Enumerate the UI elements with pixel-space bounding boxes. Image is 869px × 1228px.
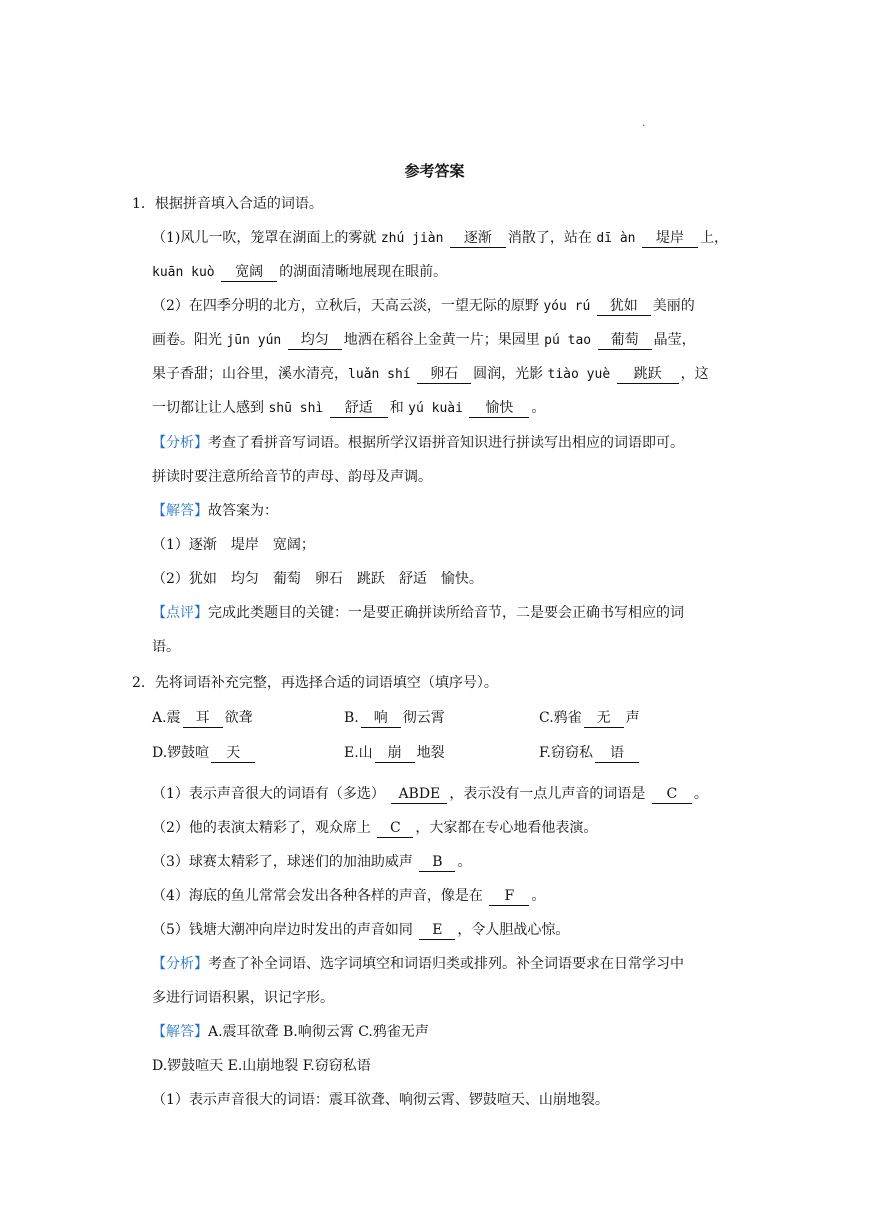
text: 美丽的 bbox=[652, 298, 695, 314]
q1-analysis-cont: 拼读时要注意所给音节的声母、韵母及声调。 bbox=[152, 469, 432, 485]
q2-analysis bbox=[152, 954, 684, 974]
answer-blank: 天 bbox=[211, 745, 255, 763]
sentence-text: ，大家都在专心地看他表演。 bbox=[415, 820, 598, 836]
option-text: F.窃窃私 bbox=[539, 745, 593, 761]
comment-tag: 【点评】 bbox=[152, 605, 208, 621]
answer-blank: 语 bbox=[595, 745, 639, 763]
q1-comment bbox=[152, 603, 684, 623]
text: 消散了，站在 bbox=[507, 230, 597, 246]
answer-tag: 【解答】 bbox=[152, 503, 208, 519]
answer-blank: E bbox=[419, 922, 455, 940]
q1-p2-line4 bbox=[152, 398, 545, 419]
q2-sentence-3 bbox=[152, 852, 471, 872]
text: 一切都让让人感到 bbox=[152, 400, 269, 416]
analysis-text: 考查了补全词语、选字词填空和词语归类或排列。补全词语要求在日常学习中 bbox=[208, 956, 684, 972]
answer-blank: B bbox=[419, 854, 455, 872]
page-title: 参考答案 bbox=[404, 162, 465, 180]
option-text: 欲聋 bbox=[224, 710, 253, 726]
text: 的湖面清晰地展现在眼前。 bbox=[279, 264, 448, 280]
q2-sentence-4 bbox=[152, 886, 545, 906]
pinyin: pú tao bbox=[544, 333, 592, 348]
pinyin: jūn yún bbox=[226, 333, 282, 348]
text: 晶莹， bbox=[653, 332, 696, 348]
text: （1)风儿一吹，笼罩在湖面上的雾就 bbox=[152, 230, 381, 246]
q1-heading: 1．根据拼音填入合适的词语。 bbox=[132, 196, 323, 212]
comment-text: 完成此类题目的关键：一是要正确拼读所给音节，二是要会正确书写相应的词 bbox=[208, 605, 684, 621]
q2-option-a bbox=[152, 708, 253, 728]
sentence-text: ，表示没有一点儿声音的词语是 bbox=[449, 786, 646, 802]
text: 圆润，光影 bbox=[473, 366, 548, 382]
text: 。 bbox=[531, 400, 546, 416]
option-text: C.鸦雀 bbox=[539, 710, 582, 726]
answer-blank: F bbox=[489, 888, 529, 906]
q2-option-c bbox=[539, 708, 640, 728]
q2-sentence-1 bbox=[152, 784, 708, 804]
answer-blank: C bbox=[377, 820, 413, 838]
pinyin: dī àn bbox=[596, 231, 636, 246]
option-text: E.山 bbox=[344, 745, 373, 761]
q2-option-e bbox=[344, 743, 445, 763]
q2-option-d bbox=[152, 743, 257, 763]
pinyin: yóu rú bbox=[543, 299, 591, 314]
sentence-text: 。 bbox=[531, 888, 546, 904]
q2-sentence-5 bbox=[152, 920, 569, 940]
sentence-text: （1）表示声音很大的词语有（多选） bbox=[152, 786, 385, 802]
page-dot: . bbox=[642, 118, 646, 129]
pinyin: zhú jiàn bbox=[380, 231, 444, 246]
q1-answer-1: （1）逐渐 堤岸 宽阔； bbox=[152, 537, 315, 553]
answer-blank: 舒适 bbox=[330, 400, 388, 418]
analysis-tag: 【分析】 bbox=[152, 435, 208, 451]
answer-blank: 愉快 bbox=[469, 400, 529, 418]
q1-p2-line2 bbox=[152, 330, 696, 351]
answer-blank: 犹如 bbox=[597, 298, 651, 316]
answer-text: 故答案为： bbox=[208, 503, 278, 519]
sentence-text: 。 bbox=[693, 786, 708, 802]
sentence-text: （5）钱塘大潮冲向岸边时发出的声音如同 bbox=[152, 922, 413, 938]
text: 画卷。阳光 bbox=[152, 332, 227, 348]
answer-blank: C bbox=[652, 786, 692, 804]
text: 上， bbox=[699, 230, 728, 246]
answer-text: A.震耳欲聋 B.响彻云霄 C.鸦雀无声 bbox=[208, 1024, 429, 1040]
q2-analysis-cont: 多进行词语积累，识记字形。 bbox=[152, 990, 334, 1006]
analysis-text: 考查了看拼音写词语。根据所学汉语拼音知识进行拼读写出相应的词语即可。 bbox=[208, 435, 684, 451]
answer-blank: 跳跃 bbox=[617, 366, 679, 384]
pinyin: tiào yuè bbox=[547, 367, 611, 382]
sentence-text: （2）他的表演太精彩了，观众席上 bbox=[152, 820, 371, 836]
answer-blank: 响 bbox=[361, 710, 401, 728]
q1-p2-line3 bbox=[152, 364, 709, 385]
pinyin: kuān kuò bbox=[152, 265, 215, 280]
sentence-text: （4）海底的鱼儿常常会发出各种各样的声音，像是在 bbox=[152, 888, 483, 904]
answer-blank: 逐渐 bbox=[450, 230, 506, 248]
answer-blank: 耳 bbox=[183, 710, 223, 728]
q2-answer-2: D.锣鼓喧天 E.山崩地裂 F.窃窃私语 bbox=[152, 1058, 371, 1074]
answer-blank: 堤岸 bbox=[642, 230, 698, 248]
sentence-text: 。 bbox=[457, 854, 472, 870]
q2-option-f bbox=[539, 743, 641, 763]
q2-sentence-2 bbox=[152, 818, 597, 838]
analysis-tag: 【分析】 bbox=[152, 956, 208, 972]
answer-blank: 均匀 bbox=[288, 332, 342, 350]
q2-heading: 2．先将词语补充完整，再选择合适的词语填空（填序号）。 bbox=[132, 675, 498, 691]
answer-blank: 卵石 bbox=[417, 366, 471, 384]
q1-p1-line2 bbox=[152, 262, 447, 283]
q1-comment-cont: 语。 bbox=[152, 639, 180, 655]
answer-blank: ABDE bbox=[391, 786, 447, 804]
answer-blank: 葡萄 bbox=[598, 332, 652, 350]
q1-answer bbox=[152, 501, 278, 521]
sentence-text: ，令人胆战心惊。 bbox=[457, 922, 570, 938]
sentence-text: （3）球赛太精彩了，球迷们的加油助威声 bbox=[152, 854, 413, 870]
q2-option-b bbox=[344, 708, 445, 728]
answer-blank: 宽阔 bbox=[221, 264, 277, 282]
q1-p1-line1 bbox=[152, 228, 728, 249]
option-text: 声 bbox=[625, 710, 640, 726]
answer-blank: 无 bbox=[584, 710, 624, 728]
pinyin: shū shì bbox=[268, 401, 324, 416]
option-text: 彻云霄 bbox=[402, 710, 445, 726]
option-text: B. bbox=[344, 710, 359, 726]
option-text: 地裂 bbox=[416, 745, 445, 761]
q1-answer-2: （2）犹如 均匀 葡萄 卵石 跳跃 舒适 愉快。 bbox=[152, 571, 483, 587]
text: 和 bbox=[389, 400, 409, 416]
q1-p2-line1 bbox=[152, 296, 695, 317]
q2-answer-3: （1）表示声音很大的词语：震耳欲聋、响彻云霄、锣鼓喧天、山崩地裂。 bbox=[152, 1092, 609, 1108]
pinyin: luǎn shí bbox=[348, 367, 411, 382]
text: 果子香甜；山谷里，溪水清亮， bbox=[152, 366, 348, 382]
answer-tag: 【解答】 bbox=[152, 1024, 208, 1040]
option-text: A.震 bbox=[152, 710, 181, 726]
text: （2）在四季分明的北方，立秋后，天高云淡，一望无际的原野 bbox=[152, 298, 544, 314]
q2-answer bbox=[152, 1022, 429, 1042]
text: ，这 bbox=[680, 366, 709, 382]
answer-blank: 崩 bbox=[375, 745, 415, 763]
q1-analysis bbox=[152, 433, 684, 453]
option-text: D.锣鼓喧 bbox=[152, 745, 210, 761]
pinyin: yú kuài bbox=[408, 401, 463, 416]
text: 地洒在稻谷上金黄一片；果园里 bbox=[343, 332, 545, 348]
